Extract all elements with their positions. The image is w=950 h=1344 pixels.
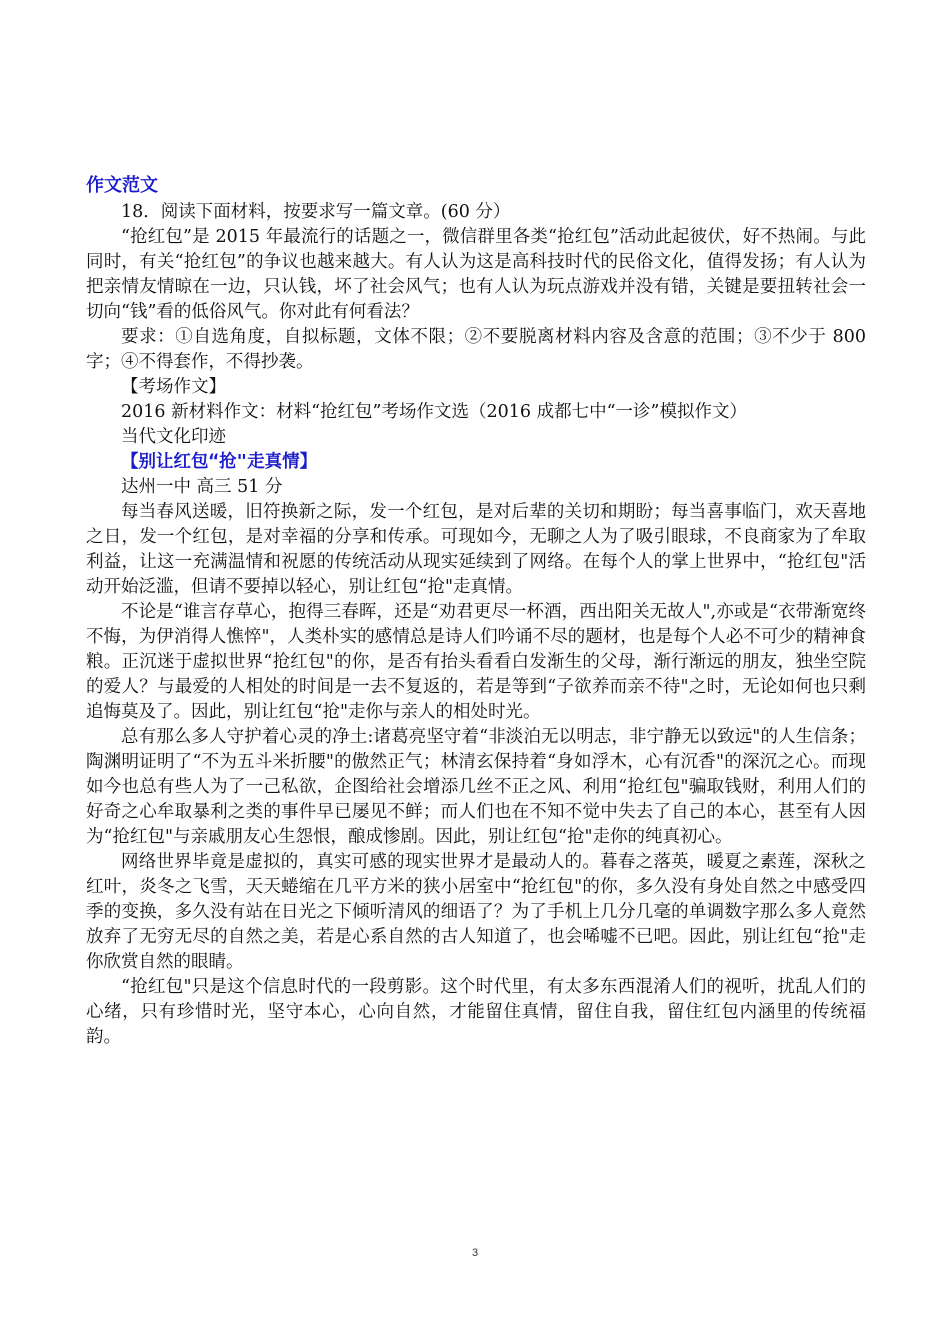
essay-paragraph: 总有那么多人守护着心灵的净土:诸葛亮坚守着“非淡泊无以明志，非宁静无以致远"的人生信条；陶渊明证明了“不为五斗米折腰"的傲然正气；林清玄保持着“身如浮木，心有沉香"的深沉之心。而现如今也总有些人为了一己私欲，企图给社会增添几丝不正之风、利用“抢红包"骗取钱财，利用人们的好奇之心牟取暴利之类的事件早已屡见不鲜；而人们也在不知不觉中失去了自己的本心，甚至有人因为“抢红包"与亲戚朋友心生怨恨，酿成惨剧。因此，别让红包“抢"走你的纯真初心。 — [86, 727, 866, 847]
material-text: “抢红包”是 2015 年最流行的话题之一，微信群里各类“抢红包”活动此起彼伏，好不热闹。与此同时，有关“抢红包”的争议也越来越大。有人认为这是高科技时代的民俗文化，值得发扬；有人认为把亲情友情晾在一边，只认钱，坏了社会风气；也有人认为玩点游戏并没有错，关键是要扭转社会一切向“钱”看的低俗风气。你对此有何看法？ — [86, 227, 866, 322]
page-number: 3 — [471, 1247, 479, 1259]
essay-author: 达州一中 高三 51 分 — [121, 477, 283, 497]
essay-category: 当代文化印迹 — [121, 427, 226, 447]
essay-paragraph: 网络世界毕竟是虚拟的，真实可感的现实世界才是最动人的。暮春之落英，暖夏之素莲，深秋之红叶，炎冬之飞雪，天天蜷缩在几平方米的狭小居室中“抢红包"的你，多久没有身处自然之中感受四季的变换，多久没有站在日光之下倾听清风的细语了？为了手机上几分几毫的单调数字那么多人竟然放弃了无穷无尽的自然之美，若是心系自然的古人知道了，也会唏嘘不已吧。因此，别让红包“抢"走你欣赏自然的眼睛。 — [86, 852, 866, 972]
essay-paragraph: 每当春风送暖，旧符换新之际，发一个红包，是对后辈的关切和期盼；每当喜事临门，欢天喜地之日，发一个红包，是对幸福的分享和传承。可现如今，无聊之人为了吸引眼球，不良商家为了牟取利益，让这一充满温情和祝愿的传统活动从现实延续到了网络。在每个人的掌上世界中，“抢红包"活动开始泛滥，但请不要掉以轻心，别让红包“抢"走真情。 — [86, 502, 866, 597]
question-prompt: 18．阅读下面材料，按要求写一篇文章。(60 分） — [121, 202, 511, 222]
essay-paragraph: 不论是“谁言存草心，抱得三春晖，还是“劝君更尽一杯酒，西出阳关无故人",亦或是“衣带渐宽终不悔，为伊消得人憔悴"，人类朴实的感情总是诗人们吟诵不尽的题材，也是每个人必不可少的精神食粮。正沉迷于虚拟世界“抢红包"的你，是否有抬头看看白发渐生的父母，渐行渐远的朋友，独坐空院的爱人？与最爱的人相处的时间是一去不复返的，若是等到“子欲养而亲不待"之时，无论如何也只剩追悔莫及了。因此，别让红包“抢"走你与亲人的相处时光。 — [86, 602, 866, 722]
section-title: 作文范文 — [86, 175, 158, 196]
requirements-text: 要求：①自选角度，自拟标题，文体不限；②不要脱离材料内容及含意的范围；③不少于 800 字；④不得套作，不得抄袭。 — [86, 327, 866, 372]
exam-essay-label: 【考场作文】 — [121, 377, 226, 397]
essay-title: 【别让红包“抢"走真情】 — [121, 452, 318, 472]
essay-paragraph: “抢红包"只是这个信息时代的一段剪影。这个时代里，有太多东西混淆人们的视听，扰乱人们的心绪，只有珍惜时光，坚守本心，心向自然，才能留住真情，留住自我，留住红包内涵里的传统福韵。 — [86, 977, 866, 1047]
document-page — [86, 172, 866, 1050]
essay-source: 2016 新材料作文：材料“抢红包”考场作文选（2016 成都七中“一诊”模拟作文） — [121, 402, 747, 422]
